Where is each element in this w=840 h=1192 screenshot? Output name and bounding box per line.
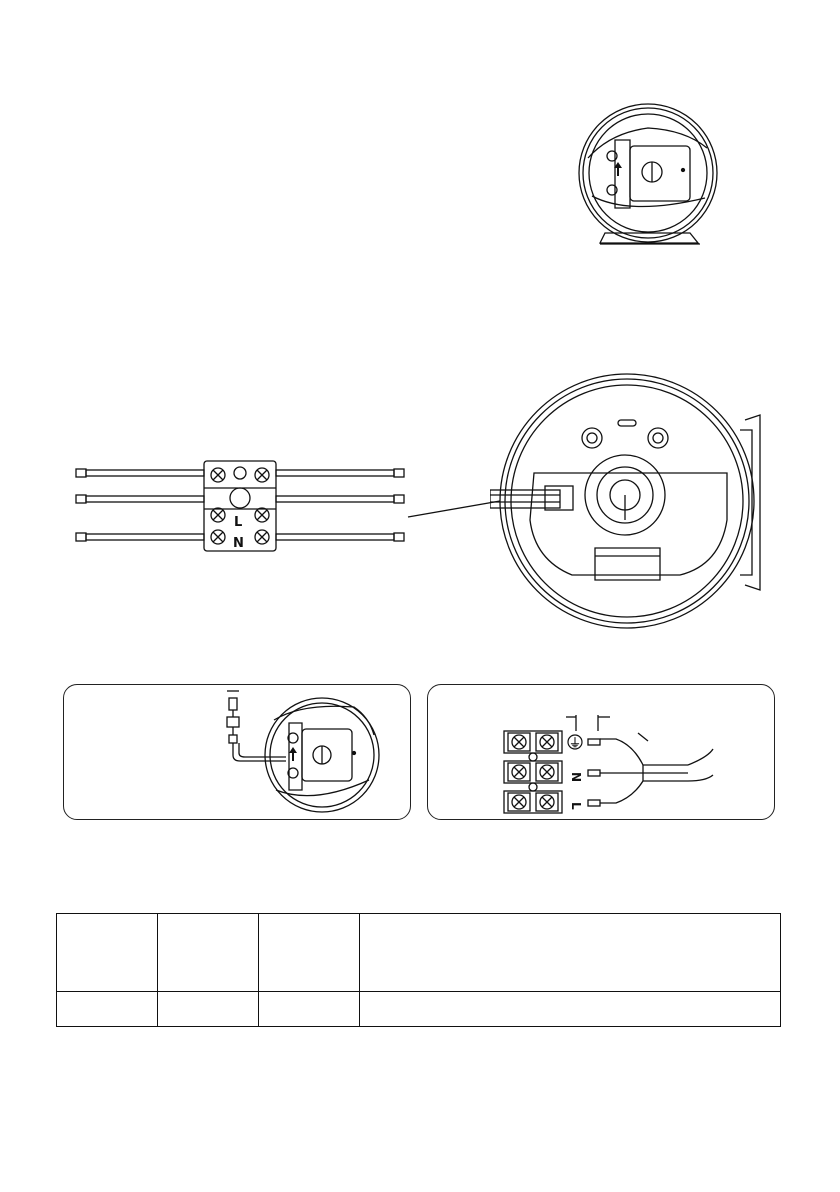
table-cell: [259, 914, 360, 992]
table-cell: [57, 992, 158, 1027]
terminal-wiring-detail: [428, 685, 774, 819]
table-cell: [57, 914, 158, 992]
table-cell: [158, 914, 259, 992]
table-row: [57, 992, 781, 1027]
table-cell: [158, 992, 259, 1027]
heater-end-view-small: [570, 98, 730, 258]
table-cell: [259, 992, 360, 1027]
heater-cable-entry-detail: [64, 685, 410, 819]
table-header-row: [57, 914, 781, 992]
live-terminal-label: L: [569, 802, 583, 810]
terminal-label-l: L: [234, 515, 243, 530]
earth-terminal-label: ⏚: [569, 736, 582, 750]
specification-table: [56, 913, 781, 1027]
terminal-block-wiring: [72, 455, 412, 560]
heater-rear-view-large: [490, 370, 770, 632]
table-cell: [360, 992, 781, 1027]
terminal-label-n: N: [233, 536, 244, 551]
terminal-wiring-panel: [427, 684, 775, 820]
cable-entry-panel: [63, 684, 411, 820]
neutral-terminal-label: N: [569, 772, 583, 783]
table-cell: [360, 914, 781, 992]
